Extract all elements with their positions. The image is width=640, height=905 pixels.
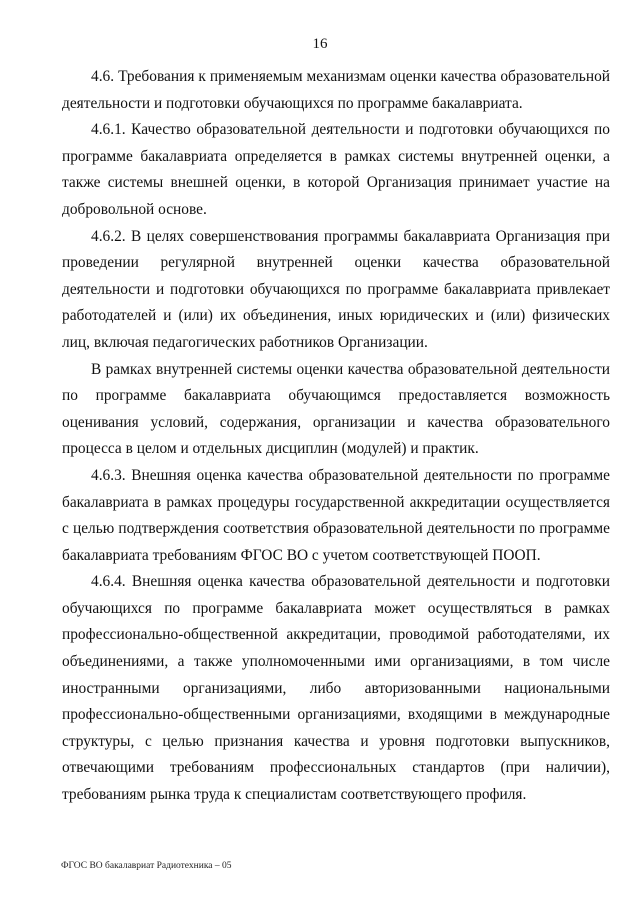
paragraph-4-6-4: 4.6.4. Внешняя оценка качества образовательной деятельности и подготовки обучающихся по программе бакалавриата может осуществляться в рамках профессионально-общественной аккредитации, проводимой работодателями, их объединениями, а также уполномоченными ими организациями, в том числе иностранными организациями, либо авторизованными национальными профессионально-общественными организациями, входящими в международные структуры, с целью признания качества и уровня подготовки выпускников, отвечающими требованиям профессиональных стандартов (при наличии), требованиям рынка труда к специалистам соответствующего профиля.: [62, 573, 610, 804]
paragraph-4-6: 4.6. Требования к применяемым механизмам оценки качества образовательной деятельности и подготовки обучающихся по программе бакалавриата.: [62, 68, 610, 112]
paragraph-internal-assessment: В рамках внутренней системы оценки качества образовательной деятельности по программе бакалавриата обучающимся предоставляется возможность оценивания условий, содержания, организации и качества образовательного процесса в целом и отдельных дисциплин (модулей) и практик.: [62, 360, 610, 458]
paragraph-4-6-3: 4.6.3. Внешняя оценка качества образовательной деятельности по программе бакалавриата в рамках процедуры государственной аккредитации осуществляется с целью подтверждения соответствия образовательной деятельности по программе бакалавриата требованиям ФГОС ВО с учетом соответствующей ПООП.: [62, 466, 610, 564]
document-body: [62, 64, 610, 809]
page-footer: ФГОС ВО бакалавриат Радиотехника – 05: [61, 861, 232, 871]
page-number: 16: [312, 36, 328, 52]
paragraph-4-6-1: 4.6.1. Качество образовательной деятельности и подготовки обучающихся по программе бакалавриата определяется в рамках системы внутренней оценки, а также системы внешней оценки, в которой Организация принимает участие на добровольной основе.: [62, 121, 610, 218]
paragraph-4-6-2: 4.6.2. В целях совершенствования программы бакалавриата Организация при проведении регулярной внутренней оценки качества образовательной деятельности и подготовки обучающихся по программе бакалавриата привлекает работодателей и (или) их объединения, иных юридических и (или) физических лиц, включая педагогических работников Организации.: [62, 227, 610, 351]
